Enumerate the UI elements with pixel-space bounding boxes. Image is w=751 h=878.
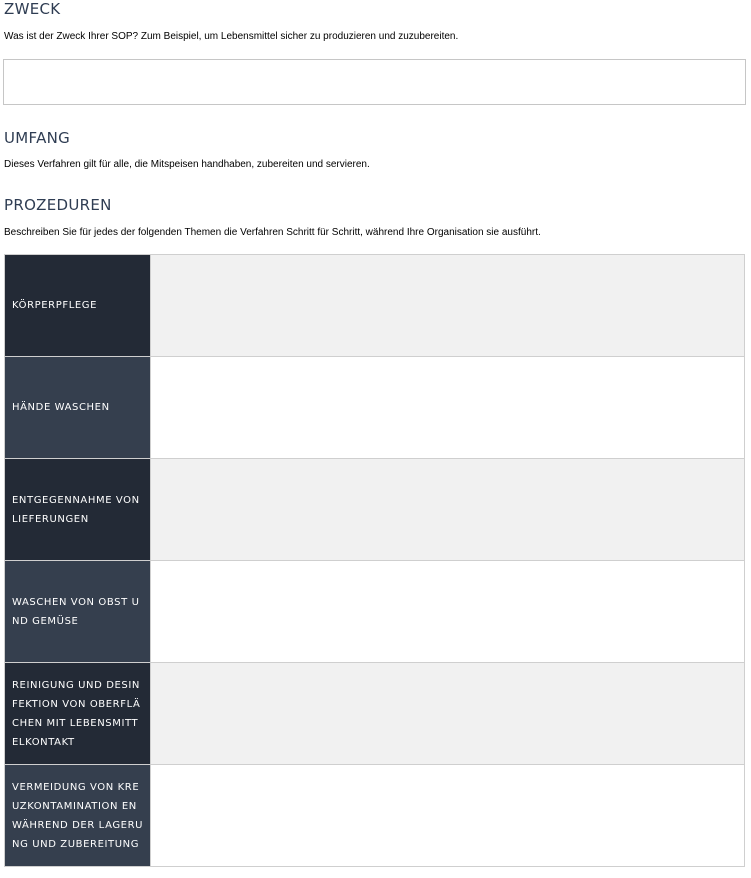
procedure-label: VERMEIDUNG VON KREUZKONTAMINATION EN WÄHREND DER LAGERUNG UND ZUBEREITUNG — [5, 765, 151, 867]
procedure-answer-cell[interactable] — [151, 357, 745, 459]
zweck-heading: ZWECK — [4, 0, 61, 18]
zweck-answer-field[interactable] — [3, 59, 746, 105]
procedure-answer-cell[interactable] — [151, 765, 745, 867]
prozeduren-heading: PROZEDUREN — [4, 196, 112, 214]
umfang-heading: UMFANG — [4, 129, 71, 147]
procedure-label: ENTGEGENNAHME VON LIEFERUNGEN — [5, 459, 151, 561]
zweck-description: Was ist der Zweck Ihrer SOP? Zum Beispiel, um Lebensmittel sicher zu produzieren und zuzubereiten. — [4, 31, 459, 42]
procedures-table — [4, 254, 745, 867]
procedure-answer-cell[interactable] — [151, 663, 745, 765]
procedure-label: WASCHEN VON OBST UND GEMÜSE — [5, 561, 151, 663]
procedure-row-kreuzkontamination — [5, 765, 745, 867]
procedure-row-koerperpflege — [5, 255, 745, 357]
procedure-label: KÖRPERPFLEGE — [5, 255, 151, 357]
procedure-label: REINIGUNG UND DESINFEKTION VON OBERFLÄCHEN MIT LEBENSMITTELKONTAKT — [5, 663, 151, 765]
procedure-label: HÄNDE WASCHEN — [5, 357, 151, 459]
procedure-answer-cell[interactable] — [151, 255, 745, 357]
procedure-row-obst-gemuese — [5, 561, 745, 663]
prozeduren-description: Beschreiben Sie für jedes der folgenden Themen die Verfahren Schritt für Schritt, während Ihre Organisation sie ausführt. — [4, 227, 541, 238]
procedure-row-haende-waschen — [5, 357, 745, 459]
procedure-answer-cell[interactable] — [151, 459, 745, 561]
umfang-description: Dieses Verfahren gilt für alle, die Mitspeisen handhaben, zubereiten und servieren. — [4, 159, 370, 170]
procedure-row-reinigung — [5, 663, 745, 765]
procedure-answer-cell[interactable] — [151, 561, 745, 663]
procedure-row-lieferungen — [5, 459, 745, 561]
